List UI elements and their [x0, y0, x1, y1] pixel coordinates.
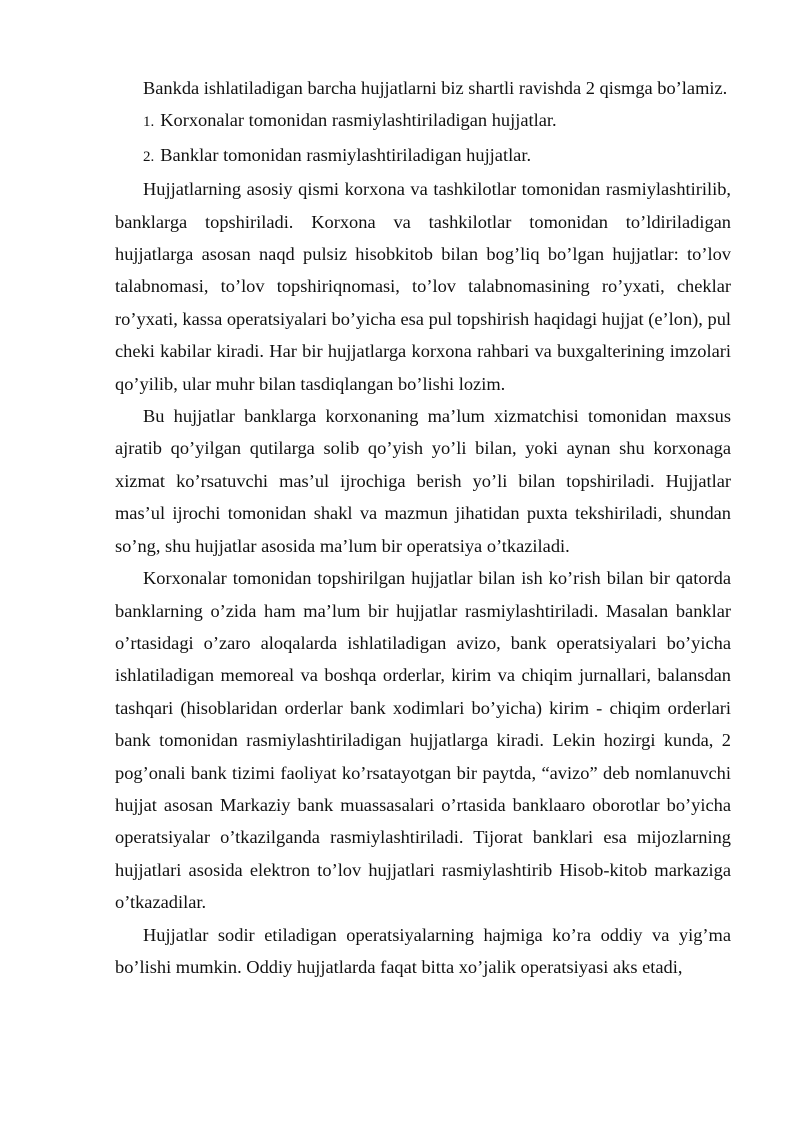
paragraph-intro: Bankda ishlatiladigan barcha hujjatlarni biz shartli ravishda 2 qismga bo’lamiz.	[143, 78, 728, 98]
paragraph-document-types: Hujjatlar sodir etiladigan operatsiyalarning hajmiga ko’ra oddiy va yig’ma bo’lishi mumkin. Oddiy hujjatlarda faqat bitta xo’jalik operatsiyasi aks etadi,	[115, 924, 731, 977]
document-page	[115, 72, 731, 983]
list-number: 1.	[143, 114, 155, 131]
paragraph-main-part: Hujjatlarning asosiy qismi korxona va tashkilotlar tomonidan rasmiylashtirilib, banklarga topshiriladi. Korxona va tashkilotlar tomonidan to’ldiriladigan hujjatlarga asosan naqd pulsiz hisobkitob bilan bog’liq bo’lgan hujjatlar: to’lov talabnomasi, to’lov topshiriqnomasi, to’lov talabnomasining ro’yxati, cheklar ro’yxati, kassa operatsiyalari bo’yicha esa pul topshirish haqidagi hujjat (e’lon), pul cheki kabilar kiradi. Har bir hujjatlarga korxona rahbari va buxgalterining imzolari qo’yilib, ular muhr bilan tasdiqlangan bo’lishi lozim.	[115, 179, 731, 394]
list-item-1	[115, 104, 731, 138]
list-number: 2.	[143, 148, 155, 165]
list-item-text: Banklar tomonidan rasmiylashtiriladigan hujjatlar.	[160, 144, 532, 165]
list-item-text: Korxonalar tomonidan rasmiylashtiriladigan hujjatlar.	[160, 110, 557, 131]
list-item-2	[115, 139, 731, 173]
paragraph-submission: Bu hujjatlar banklarga korxonaning ma’lum xizmatchisi tomonidan maxsus ajratib qo’yilgan qutilarga solib qo’yish yo’li bilan, yoki aynan shu korxonaga xizmat ko’rsatuvchi mas’ul ijrochiga berish yo’li bilan topshiriladi. Hujjatlar mas’ul ijrochi tomonidan shakl va mazmun jihatidan puxta tekshiriladi, shundan so’ng, shu hujjatlar asosida ma’lum bir operatsiya o’tkaziladi.	[115, 406, 731, 556]
paragraph-bank-documents: Korxonalar tomonidan topshirilgan hujjatlar bilan ish ko’rish bilan bir qatorda banklarning o’zida ham ma’lum bir hujjatlar rasmiylashtiriladi. Masalan banklar o’rtasidagi o’zaro aloqalarda ishlatiladigan avizo, bank operatsiyalari bo’yicha ishlatiladigan memoreal va boshqa orderlar, kirim va chiqim jurnallari, balansdan tashqari (hisoblaridan orderlar bank xodimlari bo’yicha) kirim - chiqim orderlari bank tomonidan rasmiylashtiriladigan hujjatlarga kiradi. Lekin hozirgi kunda, 2 pog’onali bank tizimi faoliyat ko’rsatayotgan bir paytda, “avizo” deb nomlanuvchi hujjat asosan Markaziy bank muassasalari o’rtasida banklaaro oborotlar bo’yicha operatsiyalar o’tkazilganda rasmiylashtiriladi. Tijorat banklari esa mijozlarning hujjatlari asosida elektron to’lov hujjatlari rasmiylashtirib Hisob-kitob markaziga o’tkazadilar.	[115, 568, 731, 913]
